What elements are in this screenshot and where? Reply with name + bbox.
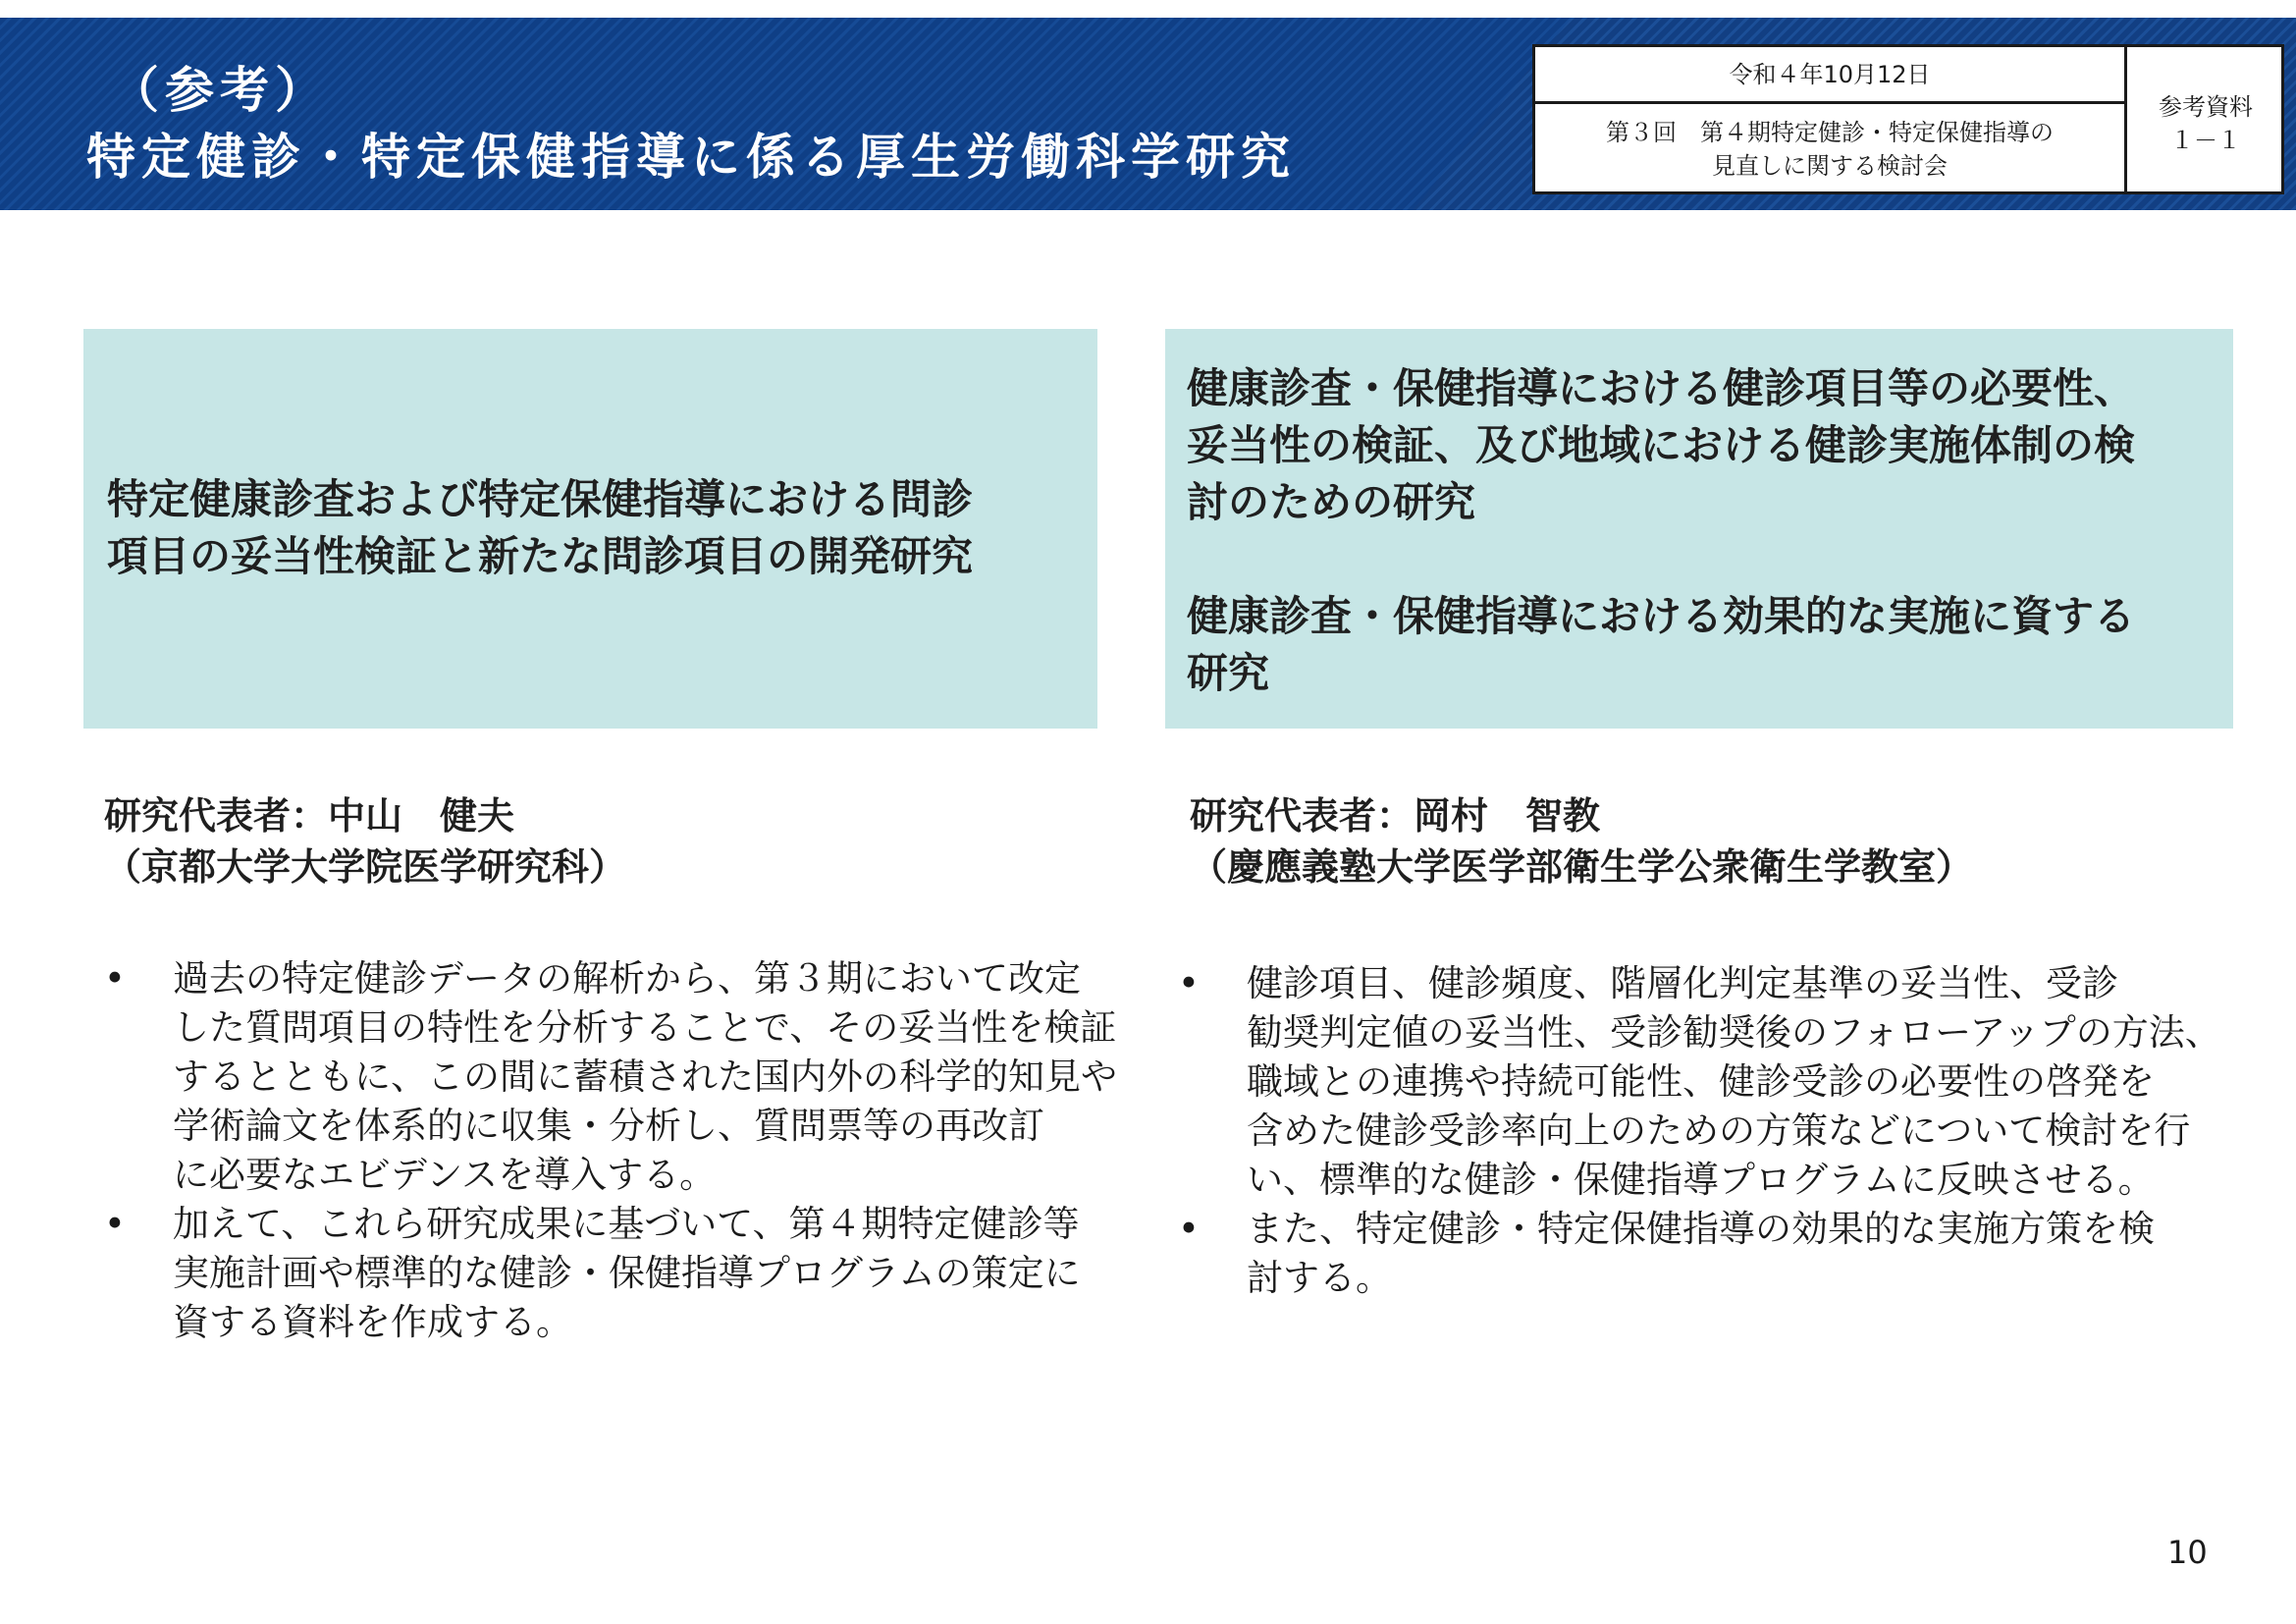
list-item-line: に必要なエビデンスを導入する。 [173, 1154, 717, 1196]
list-item-line: 過去の特定健診データの解析から、第３期において改定 [173, 957, 1081, 1000]
left-representative [104, 790, 626, 893]
page-title-line2: 特定健診・特定保健指導に係る厚生労働科学研究 [86, 129, 1296, 186]
meeting-name-line1: 第３回 第４期特定健診・特定保健指導の [1606, 119, 2054, 146]
meeting-info-box [1532, 44, 2284, 194]
right-research-title2-line2: 研究 [1187, 649, 1270, 697]
list-item-line: 含めた健診受診率向上のための方策などについて検討を行 [1247, 1110, 2191, 1152]
left-research-title-line2: 項目の妥当性検証と新たな問診項目の開発研究 [107, 532, 974, 580]
right-research-title1-line1: 健康診査・保健指導における健診項目等の必要性、 [1187, 364, 2136, 412]
right-research-title-panel [1165, 329, 2233, 729]
list-item-line: した質問項目の特性を分析することで、その妥当性を検証 [173, 1006, 1117, 1049]
document-id [2127, 47, 2284, 194]
meeting-name [1535, 104, 2127, 194]
list-item [1178, 959, 2238, 1205]
document-id-line1: 参考資料 [2159, 93, 2253, 121]
list-item-line: い、標準的な健診・保健指導プログラムに反映させる。 [1247, 1159, 2155, 1201]
bullet-marker: • [1178, 962, 1200, 1004]
page-number: 10 [2167, 1534, 2208, 1571]
list-item-line: 学術論文を体系的に収集・分析し、質問票等の再改訂 [173, 1105, 1044, 1147]
meeting-name-line2: 見直しに関する検討会 [1712, 152, 1948, 180]
list-item-line: 健診項目、健診頻度、階層化判定基準の妥当性、受診 [1247, 962, 2118, 1004]
right-research-title1-line2: 妥当性の検証、及び地域における健診実施体制の検 [1187, 421, 2136, 469]
list-item-line: 資する資料を作成する。 [173, 1301, 572, 1343]
bullet-marker: • [104, 957, 126, 1000]
left-representative-affiliation: （京都大学大学院医学研究科） [104, 845, 627, 889]
right-representative-name: 研究代表者：岡村 智教 [1190, 794, 1601, 838]
right-research-title2-line1: 健康診査・保健指導における効果的な実施に資する [1187, 592, 2136, 640]
bullet-marker: • [104, 1203, 126, 1245]
list-item-line: 実施計画や標準的な健診・保健指導プログラムの策定に [173, 1252, 1081, 1294]
list-item [1178, 1205, 2238, 1303]
bullet-marker: • [1178, 1208, 1200, 1250]
meeting-date: 令和４年10月12日 [1535, 47, 2127, 104]
list-item-line: 加えて、これら研究成果に基づいて、第４期特定健診等 [173, 1203, 1080, 1245]
left-summary-list [104, 954, 1125, 1347]
list-item-line: 勧奨判定値の妥当性、受診勧奨後のフォローアップの方法、 [1247, 1011, 2221, 1054]
panel-spacer [1187, 531, 2233, 588]
document-id-line2: １－１ [2170, 127, 2241, 154]
page-title [86, 57, 1296, 190]
list-item-line: 職域との連携や持続可能性、健診受診の必要性の啓発を [1247, 1060, 2155, 1103]
list-item [104, 954, 1125, 1200]
left-representative-name: 研究代表者：中山 健夫 [104, 794, 515, 838]
page-title-line1: （参考） [110, 62, 330, 119]
left-research-title-line1: 特定健康診査および特定保健指導における問診 [107, 475, 974, 523]
left-research-title-panel [83, 329, 1097, 729]
list-item-line: 討する。 [1247, 1257, 1392, 1299]
right-summary-list [1178, 959, 2238, 1303]
list-item [104, 1200, 1125, 1347]
list-item-line: するとともに、この間に蓄積された国内外の科学的知見や [173, 1056, 1117, 1098]
right-representative-affiliation: （慶應義塾大学医学部衛生学公衆衛生学教室） [1190, 845, 1974, 889]
list-item-line: また、特定健診・特定保健指導の効果的な実施方策を検 [1247, 1208, 2155, 1250]
right-representative [1190, 790, 1973, 893]
right-research-title1-line3: 討のための研究 [1187, 478, 1476, 526]
